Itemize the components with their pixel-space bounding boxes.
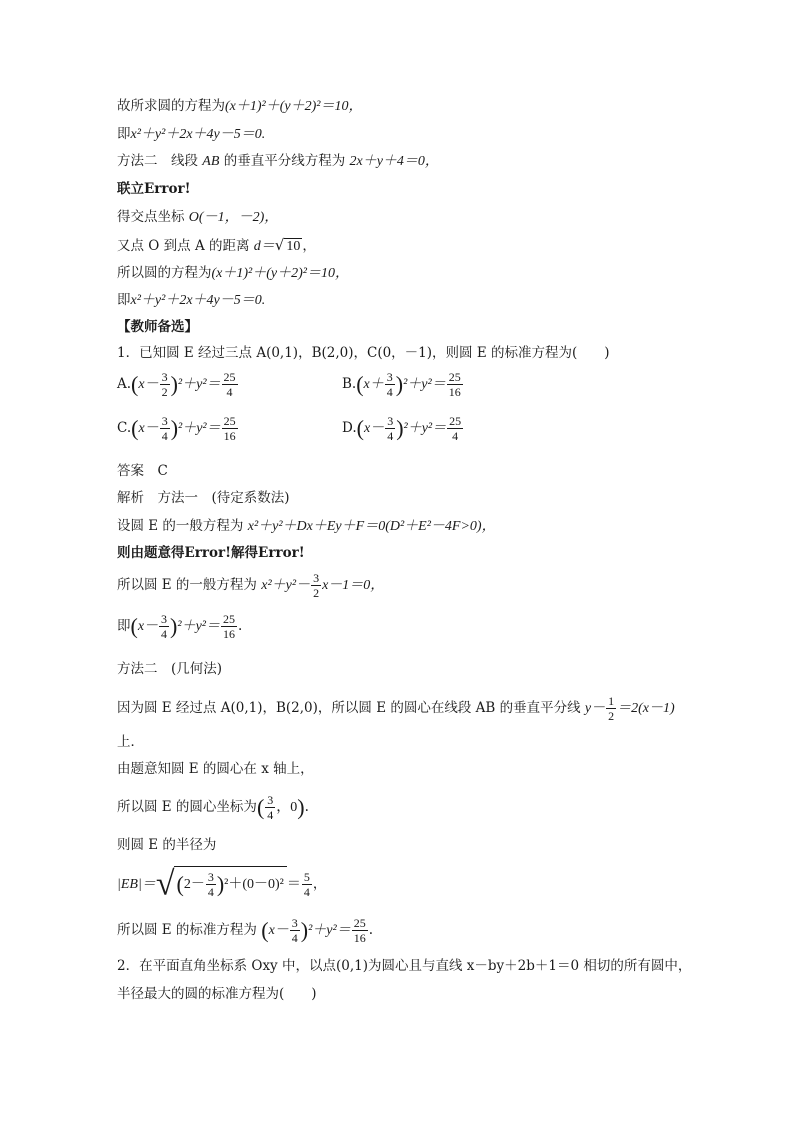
text: 故所求圆的方程为 (117, 98, 225, 114)
solution-line-1 (117, 97, 362, 116)
fraction (352, 916, 368, 945)
math: ²＋y²＝ (403, 421, 447, 436)
numerator: 25 (449, 414, 462, 428)
denominator: 4 (161, 627, 168, 641)
equation: ＝2(x－1) (617, 701, 675, 716)
analysis-bisector-line (117, 694, 675, 723)
equation: x²＋y²＋2x＋4y－5＝0. (130, 127, 266, 142)
analysis-center-coordinate: 所以圆 E 的圆心坐标为( $\frac{3}{4}$ ，0). (117, 793, 309, 822)
circle-equation-line (117, 264, 349, 283)
equation: (x＋1)²＋(y＋2)²＝10， (225, 99, 363, 114)
fraction (160, 370, 170, 399)
denominator: 16 (222, 627, 235, 641)
text: 所以圆的方程为 (117, 265, 212, 281)
distance-line: 又点 O 到点 A 的距离 d＝√ 10 ， (117, 236, 316, 254)
equation: d＝ (253, 239, 275, 254)
math: 2－ (183, 877, 205, 892)
teacher-section-heading: 【教师备选】 (117, 319, 198, 335)
text: 即 (117, 126, 131, 142)
equation: x²＋y²＋Dx＋Ey＋F＝0(D²＋E²－4F>0)， (247, 519, 496, 534)
numerator: 3 (291, 916, 298, 930)
analysis-radius-heading: 则圆 E 的半径为 (117, 837, 217, 853)
denominator: 2 (608, 709, 615, 723)
fraction (222, 370, 238, 399)
solution-line-2 (117, 125, 265, 144)
equation: x²＋y²＋2x＋4y－5＝0. (130, 293, 266, 308)
denominator: 4 (386, 385, 393, 399)
math: ²＋(0－0)² (224, 877, 284, 892)
fraction (302, 870, 312, 899)
analysis-on-line: 上． (117, 734, 144, 750)
numerator: 3 (386, 370, 393, 384)
text: 方法二 线段 (117, 153, 198, 169)
numerator: 25 (223, 370, 236, 384)
method-two-line (117, 152, 439, 171)
fraction (290, 916, 300, 945)
math: x＋ (363, 377, 384, 392)
text: 因为圆 E 经过点 A(0,1)，B(2,0)，所以圆 E 的圆心在线段 AB 的垂直平分线 (117, 700, 581, 716)
numerator: 3 (207, 870, 214, 884)
math: ＝ (286, 877, 301, 892)
denominator: 4 (303, 885, 310, 899)
analysis-general-result (117, 571, 384, 600)
denominator: 4 (267, 808, 274, 822)
punct: ， (312, 876, 327, 892)
denominator: 4 (207, 885, 214, 899)
denominator: 2 (313, 586, 320, 600)
error-line: 联立Error! (117, 181, 191, 197)
fraction (265, 793, 275, 822)
text: 即 (117, 292, 131, 308)
analysis-standard-result: 即(x－ $\frac{3}{4}$ )²＋y²＝ $\frac{25}{16}$ . (117, 612, 243, 641)
numerator: 1 (608, 694, 615, 708)
fraction (447, 414, 463, 443)
punct: . (304, 799, 309, 815)
option-a: A.(x－ $\frac{3}{2}$ )²＋y²＝ $\frac{25}{4}$ (117, 370, 236, 399)
option-label: D. (342, 420, 357, 436)
numerator: 3 (313, 571, 320, 585)
fraction (206, 870, 216, 899)
denominator: 4 (161, 429, 168, 443)
question-2-line-2: 半径最大的圆的标准方程为( ) (117, 986, 317, 1002)
numerator: 5 (303, 870, 310, 884)
fraction (385, 370, 395, 399)
math: ²＋y²＝ (178, 421, 221, 436)
numerator: 25 (353, 916, 366, 930)
text: 所以圆 E 的一般方程为 (117, 577, 257, 593)
radicand: (2－ $\frac{3}{4}$ )²＋(0－0)² (174, 866, 286, 899)
math: x－ (363, 421, 385, 436)
math: ²＋y²＝ (177, 619, 220, 634)
math: x－ (137, 619, 159, 634)
question-2-line-1: 2．在平面直角坐标系 Oxy 中，以点(0,1)为圆心且与直线 x－by＋2b＋1＝0 相切的所有圆中， (117, 958, 692, 974)
math: x－ (268, 923, 289, 938)
denominator: 16 (448, 385, 461, 399)
option-c: C.(x－ $\frac{3}{4}$ )²＋y²＝ $\frac{25}{16}$ (117, 414, 236, 443)
equation: (x＋1)²＋(y＋2)²＝10， (211, 266, 349, 281)
fraction (160, 414, 170, 443)
numerator: 25 (223, 414, 236, 428)
numerator: 3 (267, 793, 274, 807)
denominator: 16 (223, 429, 236, 443)
option-label: C. (117, 420, 132, 436)
text: 所以圆 E 的标准方程为 (117, 922, 257, 938)
option-d: D.(x－ $\frac{3}{4}$ )²＋y²＝ $\frac{25}{4}$ (342, 414, 462, 443)
text: 得交点坐标 (117, 209, 185, 225)
denominator: 4 (452, 429, 459, 443)
option-b: B.(x＋ $\frac{3}{4}$ )²＋y²＝ $\frac{25}{16}$ (342, 370, 461, 399)
analysis-error-line: 则由题意得Error!解得Error! (117, 545, 305, 561)
math: |EB|＝ (117, 877, 156, 892)
fraction (606, 694, 616, 723)
option-label: B. (342, 376, 357, 392)
fraction (222, 414, 238, 443)
math: x－ (138, 421, 159, 436)
fraction (159, 612, 169, 641)
punct: . (237, 618, 243, 634)
denominator: 4 (226, 385, 233, 399)
fraction (447, 370, 463, 399)
denominator: 2 (161, 385, 168, 399)
math: ²＋y²＝ (403, 377, 446, 392)
math: ，0 (276, 800, 298, 815)
fraction (311, 571, 321, 600)
numerator: 3 (161, 612, 168, 626)
analysis-general-equation (117, 517, 496, 536)
sqrt-sign: √ (155, 865, 175, 903)
option-label: A. (117, 376, 132, 392)
text: 设圆 E 的一般方程为 (117, 518, 244, 534)
numerator: 3 (387, 414, 394, 428)
text: 的垂直平分线方程为 (223, 153, 346, 169)
numerator: 25 (448, 370, 461, 384)
equation: y－ (584, 701, 606, 716)
fraction (385, 414, 395, 443)
numerator: 25 (222, 612, 235, 626)
math: ²＋y²＝ (308, 923, 351, 938)
analysis-method-two: 方法二 (几何法) (117, 661, 223, 677)
math: x－ (138, 377, 159, 392)
answer-line: 答案 C (117, 463, 168, 479)
fraction (221, 612, 237, 641)
analysis-method-one: 解析 方法一 (待定系数法) (117, 490, 290, 506)
punct: . (368, 922, 374, 938)
numerator: 3 (161, 414, 168, 428)
equation: 2x＋y＋4＝0， (349, 154, 439, 169)
segment-label: AB (202, 154, 220, 169)
sqrt-sign: √ (274, 236, 285, 254)
question-1: 1．已知圆 E 经过三点 A(0,1)，B(2,0)，C(0，－1)，则圆 E 的标准方程为( ) (117, 345, 610, 361)
text: 即 (117, 618, 131, 634)
coordinate: O(－1，－2)， (188, 210, 279, 225)
numerator: 3 (161, 370, 168, 384)
analysis-x-axis: 由题意知圆 E 的圆心在 x 轴上， (117, 761, 314, 777)
general-equation-line (117, 291, 265, 310)
equation: x－1＝0， (322, 578, 385, 593)
radicand: 10 (286, 239, 301, 254)
denominator: 16 (353, 931, 366, 945)
analysis-radius-value (117, 865, 327, 903)
math: ²＋y²＝ (177, 377, 221, 392)
text: 又点 O 到点 A 的距离 (117, 238, 250, 254)
equation: x²＋y²－ (261, 578, 311, 593)
denominator: 4 (291, 931, 298, 945)
text: 所以圆 E 的圆心坐标为 (117, 799, 257, 815)
intersection-line (117, 208, 278, 227)
analysis-final-equation: 所以圆 E 的标准方程为 (x－ $\frac{3}{4}$ )²＋y²＝ $\frac{25}{16}$ . (117, 916, 374, 945)
denominator: 4 (387, 429, 394, 443)
